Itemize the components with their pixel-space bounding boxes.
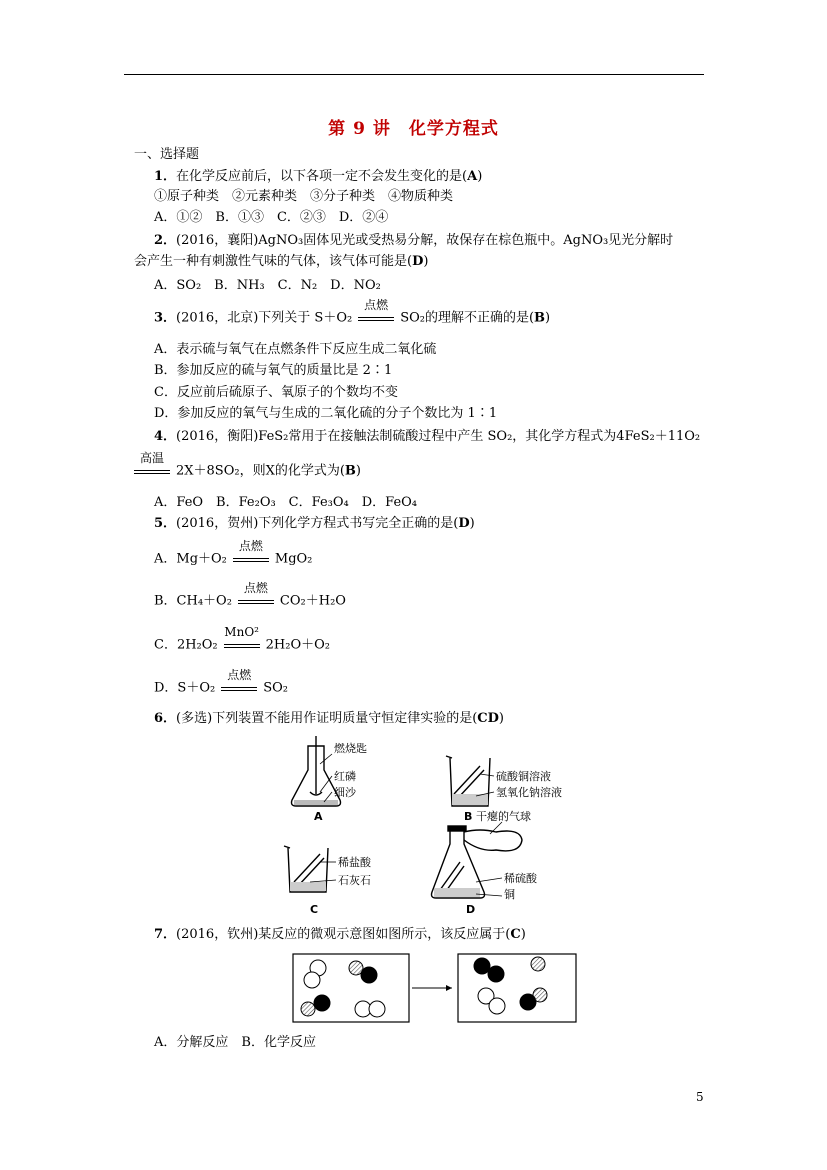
- label-limestone: 石灰石: [338, 874, 371, 887]
- label-hcl: 稀盐酸: [338, 856, 371, 869]
- question-4: 4．(2016，衡阳)FeS₂常用于在接触法制硫酸过程中产生 SO₂，其化学方程式为4FeS₂＋11O₂: [154, 429, 701, 444]
- question-5: 5．(2016，贺州)下列化学方程式书写完全正确的是(D): [154, 516, 475, 531]
- q1-items: ①原子种类 ②元素种类 ③分子种类 ④物质种类: [154, 189, 454, 204]
- label-copper: 铜: [504, 888, 515, 901]
- question-2: 2．(2016，襄阳)AgNO₃固体见光或受热易分解，故保存在棕色瓶中。AgNO₃见光分解时: [154, 233, 674, 248]
- fig-letter-d: D: [466, 903, 476, 916]
- label-sand: 细沙: [334, 786, 356, 799]
- q4-options: A．FeO B．Fe₂O₃ C．Fe₃O₄ D．FeO₄: [154, 495, 418, 510]
- q7-options: A．分解反应 B．化学反应: [154, 1035, 316, 1050]
- page-number: 5: [696, 1090, 704, 1104]
- label-red-phosphorus: 红磷: [334, 770, 356, 783]
- apparatus-figure: [280, 732, 600, 922]
- label-sulfuric-acid: 稀硫酸: [504, 872, 537, 885]
- q2-options: A．SO₂ B．NH₃ C．N₂ D．NO₂: [154, 278, 381, 293]
- reaction-arrow: 点燃: [358, 309, 394, 327]
- q3-option-b: B．参加反应的硫与氧气的质量比是 2∶1: [154, 363, 393, 378]
- section-heading: 一、选择题: [134, 147, 200, 162]
- question-6: 6．(多选)下列装置不能用作证明质量守恒定律实验的是(CD): [154, 711, 504, 726]
- reaction-arrow: MnO²: [224, 636, 260, 654]
- reaction-arrow: 点燃: [238, 592, 274, 610]
- label-spoon: 燃烧匙: [334, 742, 367, 755]
- q3-option-c: C．反应前后硫原子、氧原子的个数均不变: [154, 385, 398, 400]
- label-copper-sulfate: 硫酸铜溶液: [496, 770, 551, 783]
- fig-letter-c: C: [310, 903, 319, 916]
- fig-letter-b: B: [464, 810, 473, 823]
- q5-option-b: B．CH₄＋O₂ 点燃 CO₂＋H₂O: [154, 581, 346, 609]
- q5-option-a: A．Mg＋O₂ 点燃 MgO₂: [154, 539, 313, 567]
- q5-option-c: C．2H₂O₂ MnO² 2H₂O＋O₂: [154, 625, 330, 653]
- reaction-arrow: 高温: [134, 462, 170, 480]
- q3-option-d: D．参加反应的氧气与生成的二氧化硫的分子个数比为 1∶1: [154, 406, 498, 421]
- q4-line2: 高温 2X＋8SO₂，则X的化学式为(B): [134, 462, 361, 481]
- question-7: 7．(2016，钦州)某反应的微观示意图如图所示，该反应属于(C): [154, 927, 526, 942]
- page-title: 第 9 讲 化学方程式: [328, 119, 499, 139]
- fig-letter-a: A: [314, 810, 323, 823]
- q1-options: A．①② B．①③ C．②③ D．②④: [154, 210, 389, 225]
- top-rule: [124, 74, 704, 75]
- q5-option-d: D．S＋O₂ 点燃 SO₂: [154, 668, 288, 696]
- microscopic-diagram: [292, 950, 612, 1026]
- label-naoh: 氢氧化钠溶液: [496, 786, 562, 799]
- reaction-arrow: 点燃: [233, 550, 269, 568]
- reaction-arrow: 点燃: [221, 679, 257, 697]
- q3-option-a: A．表示硫与氧气在点燃条件下反应生成二氧化硫: [154, 342, 437, 357]
- question-3: 3．(2016，北京)下列关于 S＋O₂ 点燃 SO₂的理解不正确的是(B): [154, 298, 551, 326]
- label-balloon: 干瘪的气球: [476, 810, 531, 823]
- question-1: 1．在化学反应前后，以下各项一定不会发生变化的是(A): [154, 169, 483, 184]
- q2-line2: 会产生一种有刺激性气味的气体，该气体可能是(D): [134, 254, 429, 269]
